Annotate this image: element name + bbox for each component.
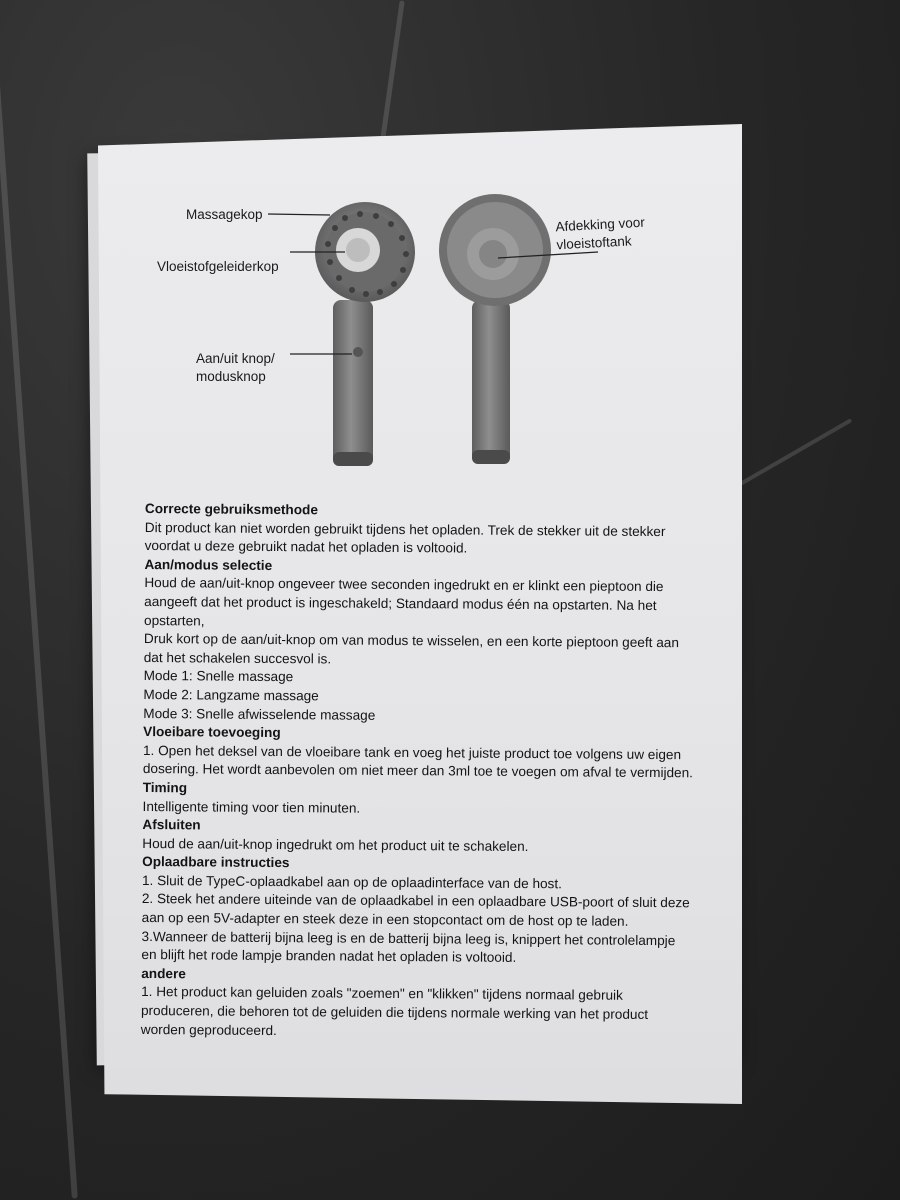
- heading-shutdown: Afsluiten: [142, 817, 201, 833]
- label-power-button: [196, 350, 275, 386]
- text-line: Houd de aan/uit-knop ongeveer twee seconden ingedrukt en er klinkt een pieptoon die: [144, 575, 664, 595]
- text-line: 1. Sluit de TypeC-oplaadkabel aan op de oplaadinterface van de host.: [141, 872, 563, 892]
- label-fluid-guide-head: Vloeistofgeleiderkop: [157, 259, 279, 274]
- text-line: 2. Steek het andere uiteinde van de oplaadkabel in een oplaadbare USB-poort of sluit deze: [141, 891, 690, 911]
- text-line: dat het schakelen succesvol is.: [143, 649, 332, 667]
- text-line: 1. Open het deksel van de vloeibare tank en voeg het juiste product toe volgens uw eigen: [142, 742, 682, 762]
- label-power-button-line1: Aan/uit knop/: [196, 351, 275, 366]
- heading-timing: Timing: [142, 779, 188, 796]
- device-front: [268, 202, 415, 466]
- text-line: Mode 1: Snelle massage: [143, 668, 294, 685]
- heading-charging: Oplaadbare instructies: [142, 854, 290, 871]
- label-power-button-line2: modusknop: [196, 369, 266, 384]
- text-line: en blijft het rode lampje branden nadat het opladen is voltooid.: [141, 947, 517, 966]
- text-line: opstarten,: [143, 612, 205, 629]
- heading-liquid: Vloeibare toevoeging: [143, 724, 281, 741]
- power-button-icon: [353, 347, 363, 357]
- text-line: Druk kort op de aan/uit-knop om van modus te wisselen, en een korte pieptoon geeft aan: [143, 631, 679, 651]
- heading-mode: Aan/modus selectie: [144, 556, 273, 573]
- heading-usage: Correcte gebruiksmethode: [144, 500, 318, 518]
- text-line: produceren, die behoren tot de geluiden die tijdens normale werking van het product: [140, 1003, 649, 1022]
- label-tank-cover: [555, 214, 646, 255]
- text-line: dosering. Het wordt aanbevolen om niet meer dan 3ml toe te voegen om afval te vermijden.: [142, 761, 694, 781]
- label-tank-cover-line1: Afdekking voor: [555, 214, 646, 235]
- text-line: Mode 2: Langzame massage: [143, 686, 319, 704]
- text-line: aan op een 5V-adapter en steek deze in een stopcontact om de host op te laden.: [141, 910, 629, 929]
- text-line: Intelligente timing voor tien minuten.: [142, 798, 361, 816]
- label-tank-cover-line2: vloeistoftank: [556, 233, 632, 253]
- text-line: aangeeft dat het product is ingeschakeld; Standaard modus één na opstarten. Na het: [144, 593, 657, 613]
- text-line: worden geproduceerd.: [140, 1021, 277, 1038]
- text-line: Houd de aan/uit-knop ingedrukt om het product uit te schakelen.: [142, 835, 529, 854]
- instructions-text: [141, 500, 745, 1044]
- text-line: 1. Het product kan geluiden zoals "zoemen" en "klikken" tijdens normaal gebruik: [141, 984, 623, 1004]
- heading-other: andere: [141, 965, 186, 982]
- label-massage-head: Massagekop: [186, 207, 263, 222]
- text-line: Dit product kan niet worden gebruikt tijdens het opladen. Trek de stekker uit de stekker: [144, 519, 666, 539]
- product-diagram: [0, 0, 900, 500]
- text-line: Mode 3: Snelle afwisselende massage: [143, 705, 376, 723]
- text-line: 3.Wanneer de batterij bijna leeg is en de batterij bijna leeg is, knippert het controlelampje: [141, 928, 676, 948]
- text-line: voordat u deze gebruikt nadat het opladen is voltooid.: [144, 538, 468, 556]
